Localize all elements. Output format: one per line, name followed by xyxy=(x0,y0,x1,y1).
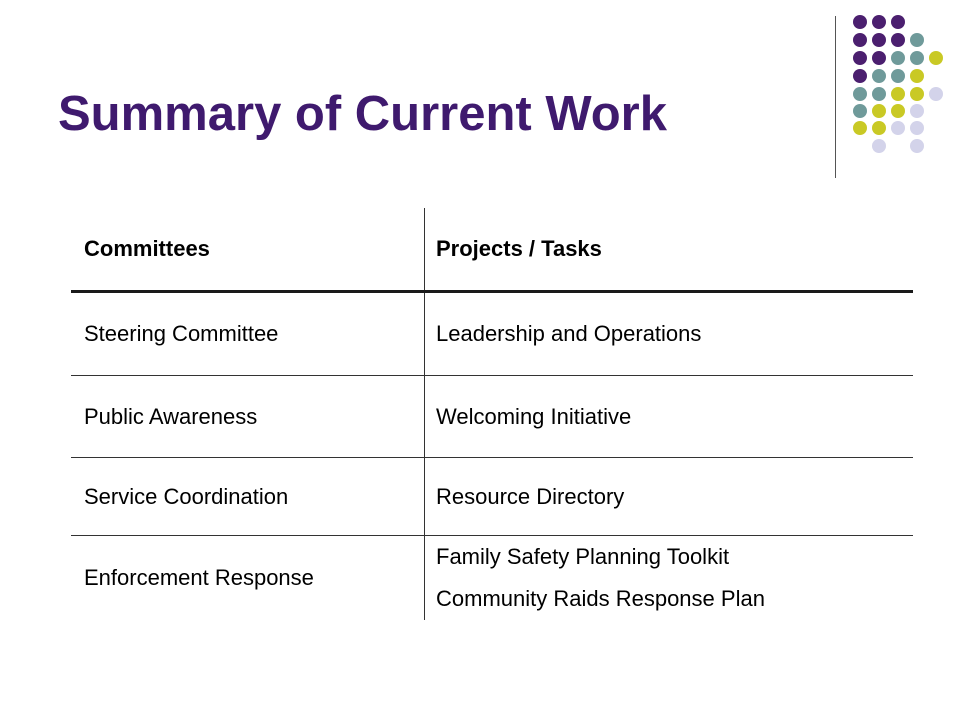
header-projects-tasks: Projects / Tasks xyxy=(436,236,602,261)
decor-dot xyxy=(872,15,886,29)
committee-cell: Public Awareness xyxy=(84,403,258,429)
decor-dot xyxy=(853,33,867,47)
decor-dot xyxy=(853,51,867,65)
table-row xyxy=(71,536,913,620)
task-item: Family Safety Planning Toolkit xyxy=(436,544,730,569)
table-row xyxy=(71,376,913,458)
decor-dot xyxy=(872,104,886,118)
decor-dot xyxy=(929,87,943,101)
committee-cell: Service Coordination xyxy=(84,483,289,509)
decor-dot xyxy=(853,104,867,118)
table-header-row xyxy=(71,208,913,293)
header-committees: Committees xyxy=(84,236,210,261)
decor-dot xyxy=(891,87,905,101)
decor-dot xyxy=(891,15,905,29)
decor-dot xyxy=(853,121,867,135)
decor-dot xyxy=(872,121,886,135)
task-cell: Resource Directory xyxy=(436,483,625,509)
decor-dot xyxy=(891,33,905,47)
decor-dot xyxy=(891,104,905,118)
task-cell xyxy=(436,536,906,620)
committee-cell: Steering Committee xyxy=(84,321,279,346)
title-divider xyxy=(835,16,836,178)
slide-title: Summary of Current Work xyxy=(58,87,667,141)
decor-dot xyxy=(891,69,905,83)
decor-dot xyxy=(910,51,924,65)
decor-dot xyxy=(910,33,924,47)
decor-dot xyxy=(910,69,924,83)
decor-dot xyxy=(910,87,924,101)
decor-dot xyxy=(910,139,924,153)
decor-dot xyxy=(910,104,924,118)
decor-dot xyxy=(853,87,867,101)
table-row xyxy=(71,293,913,376)
decor-dot xyxy=(910,121,924,135)
task-cell: Welcoming Initiative xyxy=(436,403,632,429)
decor-dot xyxy=(929,51,943,65)
committees-table xyxy=(71,208,913,620)
decor-dot xyxy=(872,87,886,101)
decor-dot xyxy=(853,69,867,83)
table-row xyxy=(71,458,913,536)
decor-dot xyxy=(891,51,905,65)
committee-cell: Enforcement Response xyxy=(84,565,314,590)
decor-dot xyxy=(872,51,886,65)
decor-dot xyxy=(891,121,905,135)
decor-dot xyxy=(872,33,886,47)
decor-dot xyxy=(853,15,867,29)
task-item: Community Raids Response Plan xyxy=(436,586,765,611)
task-list xyxy=(436,536,765,620)
decor-dot xyxy=(872,69,886,83)
task-cell: Leadership and Operations xyxy=(436,321,702,346)
decor-dot xyxy=(872,139,886,153)
